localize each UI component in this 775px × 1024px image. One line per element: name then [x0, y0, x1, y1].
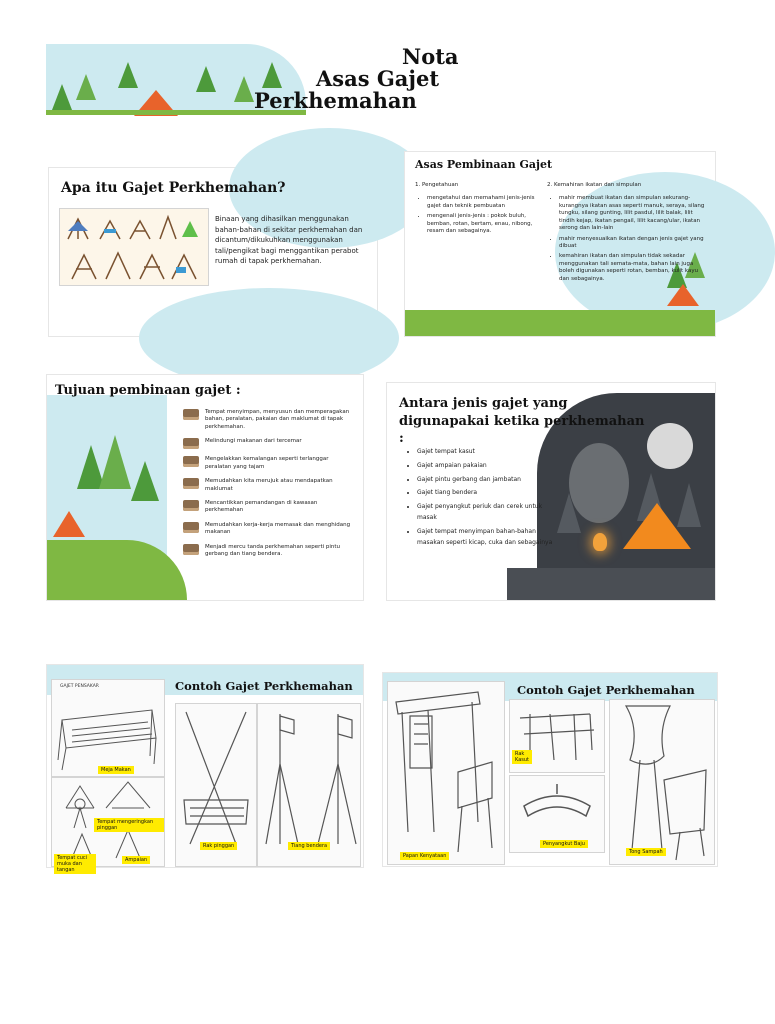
- notice-board-drawing: [388, 682, 504, 864]
- tent-icon: [623, 503, 691, 549]
- wood-icon: [183, 544, 199, 555]
- column-knowledge: [415, 182, 535, 239]
- pine-tree-icon: [52, 84, 72, 110]
- list-item: [183, 544, 355, 559]
- column-knots: [547, 182, 705, 286]
- pine-tree-icon: [99, 435, 131, 489]
- wood-icon: [183, 438, 199, 449]
- header-title-line1: Nota: [402, 44, 459, 69]
- slide-title: Contoh Gajet Perkhemahan: [517, 683, 695, 697]
- sketch-dish-rack-and-washstand: [51, 777, 165, 873]
- label-shoe-rack: Rak Kasut: [512, 750, 532, 764]
- label-hanger: Penyangkut Baju: [540, 840, 588, 848]
- list-item: • Gajet tiang bendera: [417, 488, 557, 499]
- knots-list: [547, 195, 705, 283]
- sketch-hanger: [509, 775, 605, 853]
- pine-tree-icon: [196, 66, 216, 92]
- slide-what-is-gadget: [49, 168, 377, 336]
- slide-title: Tujuan pembinaan gajet :: [55, 383, 241, 398]
- label-washstand: Tempat cuci muka dan tangan: [54, 854, 96, 874]
- list-item-text: Memudahkan kerja-kerja memasak dan menghidang makanan: [205, 521, 351, 536]
- list-item: • Gajet pintu gerbang dan jambatan: [417, 475, 557, 486]
- label-plate-rack: Rak pinggan: [200, 842, 237, 850]
- wood-icon: [183, 409, 199, 420]
- ground: [405, 310, 715, 336]
- list-item: • kemahiran ikatan dan simpulan tidak sekadar menggunakan tali semata-mata, bahan lain juga boleh digunakan seperti rotan, bemban, kulit kayu dan sebagainya.: [559, 253, 705, 283]
- list-item-text: Tempat menyimpan, menyusun dan memperagakan bahan, peralatan, pakaian dan maklumat di tapak perkhemahan.: [205, 409, 350, 430]
- label-flagpole: Tiang bendera: [288, 842, 330, 850]
- trash-bin-drawing: [610, 700, 714, 864]
- list-item-text: Mencantikkan pemandangan di kawasan perkhemahan: [205, 499, 318, 514]
- list-item: • Gajet tempat menyimpan bahan-bahan masakan seperti kicap, cuka dan sebagainya: [417, 527, 557, 549]
- ground-dark: [507, 568, 715, 600]
- sketch-table: [51, 679, 165, 777]
- sketch-notice-board: [387, 681, 505, 865]
- list-item: [183, 438, 355, 449]
- slide-body: Binaan yang dihasilkan menggunakan bahan-bahan di sekitar perkhemahan dan dicantum/dikukuhkan menggunakan tali/pengikat bagi menggantikan perabot rumah di tapak perkhemahan.: [215, 215, 363, 265]
- pine-tree-icon: [118, 62, 138, 88]
- sky-blob: [139, 288, 399, 388]
- slide-examples-2: [383, 673, 717, 866]
- header-title-line3: Perkhemahan: [254, 88, 417, 113]
- list-item: • mengetahui dan memahami jenis-jenis gajet dan teknik pembuatan: [427, 195, 535, 210]
- pine-tree-icon: [131, 461, 159, 501]
- list-item-text: Memudahkan kita merujuk atau mendapatkan maklumat: [205, 478, 333, 492]
- slide-purpose: [47, 375, 363, 600]
- sketch-trash-bin: [609, 699, 715, 865]
- sketch-flagpole: [257, 703, 361, 867]
- list-item: • Gajet penyangkut periuk dan cerek untuk masak: [417, 502, 557, 524]
- wood-icon: [183, 522, 199, 533]
- wood-icon: [183, 478, 199, 489]
- slide-title: Asas Pembinaan Gajet: [415, 158, 553, 171]
- slide-title: Antara jenis gajet yang digunapakai ketika perkhemahan :: [399, 396, 645, 447]
- pine-tree-icon: [262, 62, 282, 88]
- purpose-list: [183, 409, 355, 565]
- moon-icon: [647, 423, 693, 469]
- sketch-shoe-rack: [509, 699, 605, 773]
- label-notice-board: Papan Kenyataan: [400, 852, 449, 860]
- campfire-icon: [593, 533, 607, 551]
- slide-title: Contoh Gajet Perkhemahan: [175, 679, 353, 693]
- tent-icon: [667, 284, 699, 306]
- label-dish-drying: Tempat mengeringkan pinggan: [94, 818, 164, 832]
- list-item: [183, 478, 355, 493]
- sketch-plate-rack: [175, 703, 257, 867]
- knowledge-list: [415, 195, 535, 235]
- list-item: [183, 409, 355, 431]
- list-item: • mahir membuat ikatan dan simpulan sekurang-kurangnya ikatan asas seperti manuk, seraya, silang tungku, silang gunting, lilit pasdul, lilit balak, lilit tindih kejap, ikatan pengail, lilit kacang/ular, ikatan serong dan lain-lain: [559, 195, 705, 232]
- gadget-drawings: [60, 209, 208, 285]
- list-item: [183, 522, 355, 537]
- header-banner: [46, 44, 478, 115]
- sketch-header: GAJET PENSAKAR: [60, 684, 99, 689]
- column-heading: 2. Kemahiran ikatan dan simpulan: [547, 182, 642, 188]
- table-drawing: [52, 680, 164, 776]
- list-item: [183, 456, 355, 471]
- label-trash-bin: Tong Sampah: [626, 848, 666, 856]
- slide-title: Apa itu Gajet Perkhemahan?: [61, 180, 286, 196]
- pine-tree-icon: [557, 493, 581, 533]
- list-item-text: Melindungi makanan dari tercemar: [205, 438, 302, 445]
- list-item: • Gajet ampaian pakaian: [417, 461, 557, 472]
- list-item: • mengenali jenis-jenis : pokok buluh, bemban, rotan, bertam, enau, nibong, resam dan sebagainya.: [427, 213, 535, 235]
- slide-gadget-types: [387, 383, 715, 600]
- tent-icon: [53, 511, 85, 537]
- list-item-text: Menjadi mercu tanda perkhemahan seperti pintu gerbang dan tiang bendera.: [205, 543, 341, 558]
- slide-examples-1: [47, 665, 363, 873]
- column-heading: 1. Pengetahuan: [415, 182, 459, 188]
- label-dining-table: Meja Makan: [98, 766, 134, 774]
- gadget-illustration: [59, 208, 209, 286]
- wood-icon: [183, 456, 199, 467]
- list-item: • mahir menyesuaikan ikatan dengan jenis gajet yang dibuat: [559, 236, 705, 251]
- pine-tree-icon: [234, 76, 254, 102]
- list-item-text: Mengelakkan kemalangan seperti terlanggar peralatan yang tajam: [205, 456, 329, 470]
- wood-icon: [183, 500, 199, 511]
- header-title-line2: Asas Gajet: [316, 66, 440, 91]
- slide-basic-construction: [405, 152, 715, 336]
- label-clothesline: Ampaian: [122, 856, 150, 864]
- pine-tree-icon: [76, 74, 96, 100]
- list-item: [183, 500, 355, 515]
- gadget-types-list: [405, 447, 557, 551]
- list-item: • Gajet tempat kasut: [417, 447, 557, 458]
